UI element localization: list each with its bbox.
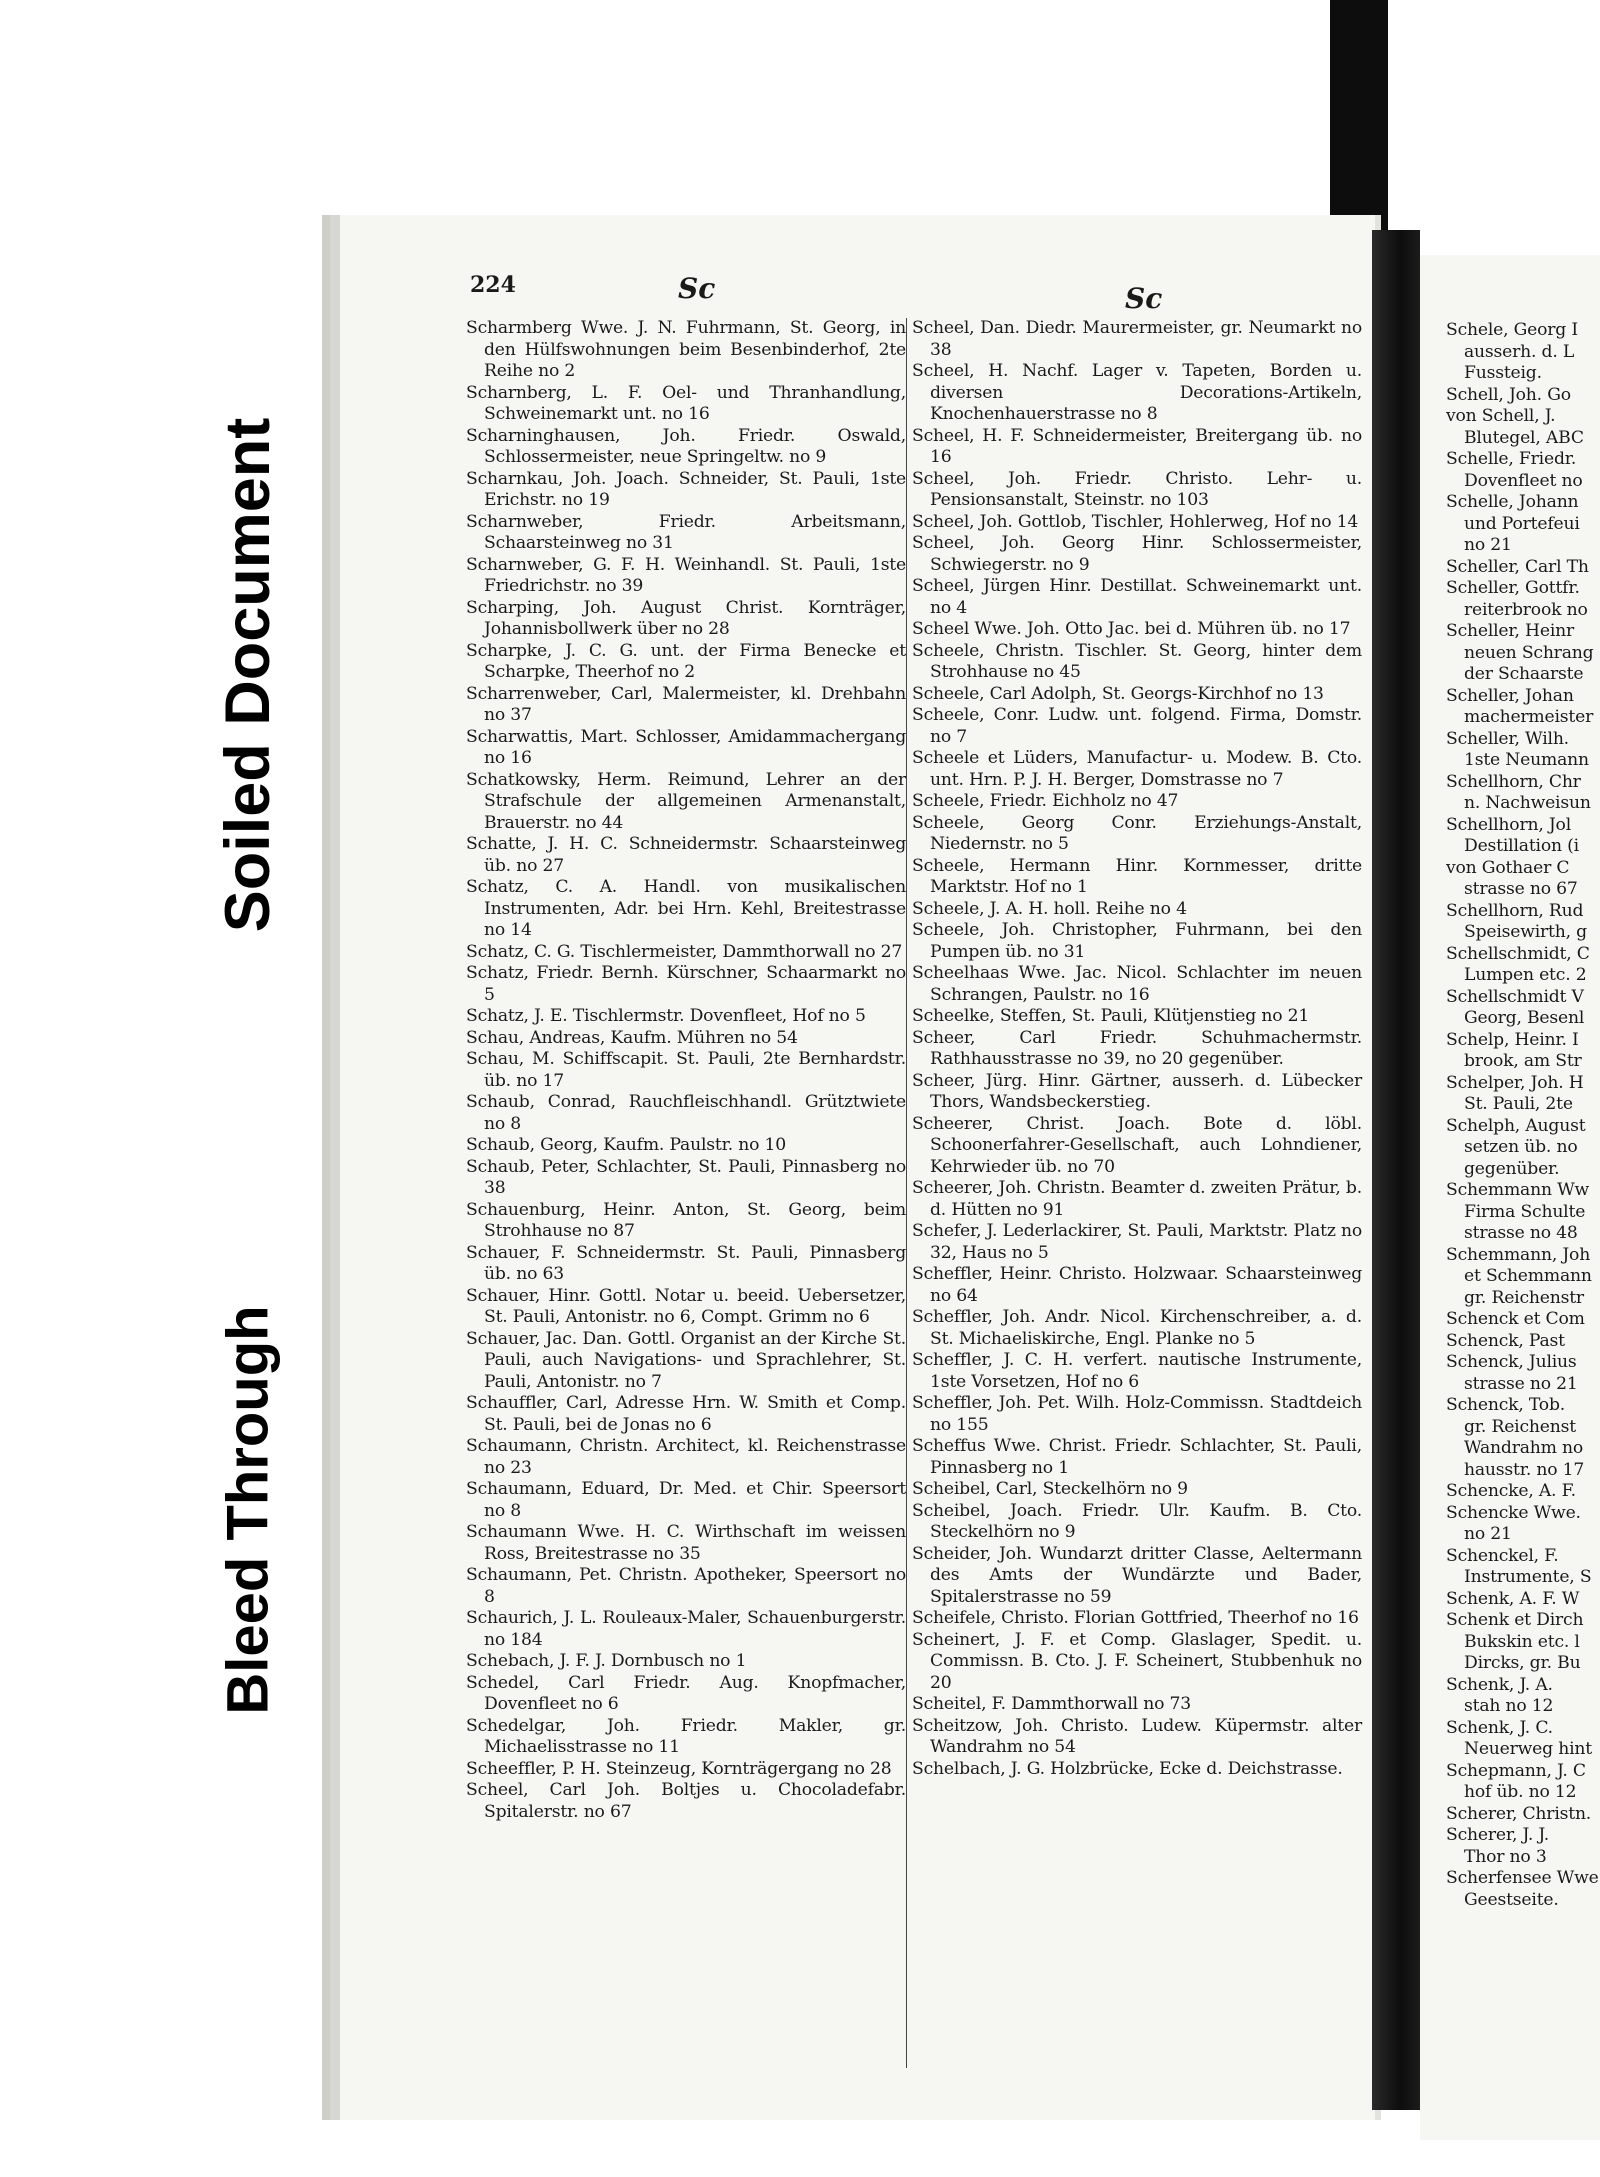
directory-entry: Scheele, J. A. H. holl. Reihe no 4 (912, 898, 1187, 919)
directory-entry: Schaub, Georg, Kaufm. Paulstr. no 10 (466, 1135, 786, 1155)
directory-entry: gr. Reichenst (1464, 1416, 1576, 1437)
directory-entry: gegenüber. (1464, 1158, 1560, 1179)
directory-entry: Scheel, Joh. Gottlob, Tischler, Hohlerweg, Hof no 14 (912, 511, 1359, 532)
directory-entry: Schencke Wwe. (1446, 1502, 1581, 1523)
directory-entry: Scherfensee Wwe (1446, 1868, 1599, 1888)
directory-column-left (466, 318, 906, 1823)
directory-entry: Scheller, Heinr (1446, 621, 1575, 641)
directory-entry: Speisewirth, g (1464, 922, 1587, 942)
directory-entry: Schenck, Tob. (1446, 1395, 1566, 1415)
directory-entry: Schaumann Wwe. H. C. Wirthschaft im weissen Ross, Breitestrasse no 35 (466, 1522, 906, 1564)
directory-entry: Wandrahm no (1464, 1438, 1584, 1458)
directory-entry: von Schell, J. (1446, 406, 1556, 426)
directory-entry: Scheitel, F. Dammthorwall no 73 (912, 1694, 1191, 1714)
directory-entry: Scheele, Friedr. Eichholz no 47 (912, 791, 1179, 811)
directory-entry: Scheffler, Joh. Pet. Wilh. Holz-Commissn. Stadtdeich no 155 (912, 1393, 1362, 1435)
directory-entry: et Schemmann (1464, 1266, 1592, 1286)
directory-entry: Scheele, Hermann Hinr. Kornmesser, dritte Marktstr. Hof no 1 (912, 855, 1362, 897)
directory-entry: Scheinert, J. F. et Comp. Glaslager, Spedit. u. Commissn. B. Cto. J. F. Scheinert, Stubbenhuk no 20 (912, 1629, 1362, 1693)
page-header-left: Sc (678, 272, 716, 305)
directory-entry: Scharnweber, G. F. H. Weinhandl. St. Pauli, 1ste Friedrichstr. no 39 (466, 554, 906, 596)
book-gutter (1372, 230, 1420, 2110)
directory-entry: Schatz, Friedr. Bernh. Kürschner, Schaarmarkt no 5 (466, 963, 906, 1005)
directory-entry: machermeister (1464, 707, 1594, 727)
directory-entry: strasse no 48 (1464, 1223, 1578, 1243)
directory-entry: Scheer, Jürg. Hinr. Gärtner, ausserh. d. Lübecker Thors, Wandsbeckerstieg. (912, 1070, 1362, 1112)
directory-entry: Scharping, Joh. August Christ. Kornträger, Johannisbollwerk über no 28 (466, 597, 906, 639)
directory-entry: Schell, Joh. Go (1446, 384, 1571, 405)
binding-strip (1330, 0, 1388, 230)
directory-entry: Scheel, H. Nachf. Lager v. Tapeten, Borden u. diversen Decorations-Artikeln, Knochenhauerstrasse no 8 (912, 361, 1362, 424)
directory-entry: Schaumann, Eduard, Dr. Med. et Chir. Speersort no 8 (466, 1479, 906, 1521)
directory-entry: Scharwattis, Mart. Schlosser, Amidammachergang no 16 (466, 726, 906, 768)
directory-entry: Schenck, Julius (1446, 1352, 1577, 1372)
directory-entry: Schelle, Friedr. (1446, 449, 1577, 469)
directory-entry: Schenck, Past (1446, 1330, 1565, 1351)
page-number: 224 (470, 272, 516, 298)
directory-entry: hof üb. no 12 (1464, 1782, 1577, 1802)
directory-entry: Schedel, Carl Friedr. Aug. Knopfmacher, Dovenfleet no 6 (466, 1672, 906, 1714)
directory-entry: Scheffus Wwe. Christ. Friedr. Schlachter, St. Pauli, Pinnasberg no 1 (912, 1436, 1362, 1478)
directory-entry: Scheele, Carl Adolph, St. Georgs-Kirchhof no 13 (912, 683, 1324, 704)
directory-entry: Schatz, C. A. Handl. von musikalischen Instrumenten, Adr. bei Hrn. Kehl, Breitestrasse no 14 (466, 877, 906, 940)
directory-entry: Dovenfleet no (1464, 470, 1583, 491)
directory-entry: Scharmberg Wwe. J. N. Fuhrmann, St. Georg, in den Hülfswohnungen beim Besenbinderhof, 2te Reihe no 2 (466, 318, 906, 381)
directory-entry: und Portefeui (1464, 513, 1580, 534)
directory-entry: Scharnweber, Friedr. Arbeitsmann, Schaarsteinweg no 31 (466, 511, 906, 553)
directory-entry: Schenckel, F. (1446, 1545, 1559, 1566)
directory-entry: Schedelgar, Joh. Friedr. Makler, gr. Michaelisstrasse no 11 (466, 1715, 906, 1757)
directory-entry: Scheffler, J. C. H. verfert. nautische Instrumente, 1ste Vorsetzen, Hof no 6 (912, 1350, 1362, 1392)
directory-entry: Schepmann, J. C (1446, 1760, 1586, 1781)
directory-entry: Scharnberg, L. F. Oel- und Thranhandlung, Schweinemarkt unt. no 16 (466, 382, 906, 424)
directory-entry: hausstr. no 17 (1464, 1459, 1585, 1480)
directory-entry: Neuerweg hint (1464, 1739, 1592, 1759)
directory-entry: Scheller, Johan (1446, 685, 1574, 706)
directory-entry: Scheel, Joh. Georg Hinr. Schlossermeister, Schwiegerstr. no 9 (912, 533, 1362, 575)
directory-entry: Scheer, Carl Friedr. Schuhmachermstr. Rathhausstrasse no 39, no 20 gegenüber. (912, 1027, 1362, 1069)
bleed-through-label-box (205, 1230, 290, 1790)
directory-entry: Scheele, Joh. Christopher, Fuhrmann, bei den Pumpen üb. no 31 (912, 920, 1362, 962)
page-header-right: Sc (1125, 282, 1163, 315)
directory-entry: Schefer, J. Lederlackirer, St. Pauli, Marktstr. Platz no 32, Haus no 5 (912, 1221, 1362, 1263)
directory-entry: Scheele, Christn. Tischler. St. Georg, hinter dem Strohhause no 45 (912, 640, 1362, 682)
directory-entry: strasse no 21 (1464, 1373, 1578, 1394)
directory-entry: no 21 (1464, 1524, 1512, 1544)
directory-entry: Schaub, Peter, Schlachter, St. Pauli, Pinnasberg no 38 (466, 1156, 906, 1198)
directory-entry: Scharnkau, Joh. Joach. Schneider, St. Pauli, 1ste Erichstr. no 19 (466, 468, 906, 510)
directory-entry: Scheibel, Carl, Steckelhörn no 9 (912, 1479, 1188, 1499)
directory-entry: Schauenburg, Heinr. Anton, St. Georg, beim Strohhause no 87 (466, 1199, 906, 1241)
directory-entry: Blutegel, ABC (1464, 427, 1584, 448)
directory-entry: 1ste Neumann (1464, 750, 1589, 770)
directory-entry: Schencke, A. F. (1446, 1481, 1576, 1501)
directory-entry: ausserh. d. L (1464, 341, 1575, 362)
directory-entry: Schauffler, Carl, Adresse Hrn. W. Smith et Comp. St. Pauli, bei de Jonas no 6 (466, 1393, 906, 1435)
directory-entry: Geestseite. (1464, 1889, 1559, 1910)
directory-entry: Bukskin etc. l (1464, 1631, 1580, 1652)
directory-entry: Schatz, J. E. Tischlermstr. Dovenfleet, Hof no 5 (466, 1006, 866, 1026)
directory-entry: Schebach, J. F. J. Dornbusch no 1 (466, 1651, 747, 1671)
directory-entry: Firma Schulte (1464, 1201, 1586, 1222)
directory-entry: Scheele et Lüders, Manufactur- u. Modew. B. Cto. unt. Hrn. P. J. H. Berger, Domstrasse no 7 (912, 748, 1362, 790)
directory-entry: setzen üb. no (1464, 1137, 1578, 1157)
directory-entry: Schaub, Conrad, Rauchfleischhandl. Grütztwiete no 8 (466, 1092, 906, 1134)
directory-entry: n. Nachweisun (1464, 793, 1591, 813)
directory-entry: Schatz, C. G. Tischlermeister, Dammthorwall no 27 (466, 941, 903, 962)
directory-entry: Scheele, Conr. Ludw. unt. folgend. Firma, Domstr. no 7 (912, 705, 1362, 747)
directory-entry: Schenk, J. A. (1446, 1674, 1553, 1695)
directory-entry: stah no 12 (1464, 1696, 1554, 1716)
directory-entry: no 21 (1464, 535, 1512, 555)
directory-entry: Scheeffler, P. H. Steinzeug, Kornträgergang no 28 (466, 1758, 892, 1779)
directory-entry: Scheibel, Joach. Friedr. Ulr. Kaufm. B. Cto. Steckelhörn no 9 (912, 1500, 1362, 1542)
directory-entry: Schau, M. Schiffscapit. St. Pauli, 2te Bernhardstr. üb. no 17 (466, 1049, 906, 1091)
directory-entry: Scheifele, Christo. Florian Gottfried, Theerhof no 16 (912, 1608, 1359, 1628)
directory-entry: Destillation (i (1464, 836, 1579, 856)
directory-entry: Schatte, J. H. C. Schneidermstr. Schaarsteinweg üb. no 27 (466, 834, 906, 876)
directory-entry: Schenk, A. F. W (1446, 1588, 1580, 1609)
directory-entry: Scheller, Carl Th (1446, 556, 1589, 577)
directory-entry: Schauer, Jac. Dan. Gottl. Organist an der Kirche St. Pauli, auch Navigations- und Sprachlehrer, St. Pauli, Antonistr. no 7 (466, 1328, 906, 1392)
directory-entry: Scheelhaas Wwe. Jac. Nicol. Schlachter im neuen Schrangen, Paulstr. no 16 (912, 963, 1362, 1005)
directory-entry: Scheel, Joh. Friedr. Christo. Lehr- u. Pensionsanstalt, Steinstr. no 103 (912, 468, 1362, 510)
directory-entry: Scheller, Gottfr. (1446, 578, 1580, 598)
next-page-column (1446, 320, 1600, 1911)
directory-entry: Schellschmidt V (1446, 986, 1584, 1007)
directory-entry: Schellhorn, Jol (1446, 814, 1571, 835)
directory-entry: Schellhorn, Chr (1446, 771, 1581, 792)
directory-entry: Schemmann, Joh (1446, 1244, 1591, 1265)
directory-entry: Scheel, Carl Joh. Boltjes u. Chocoladefabr. Spitalerstr. no 67 (466, 1780, 906, 1822)
soiled-document-label-box (205, 395, 290, 955)
directory-entry: Scheel Wwe. Joh. Otto Jac. bei d. Mühren üb. no 17 (912, 619, 1351, 639)
directory-entry: Schaumann, Pet. Christn. Apotheker, Speersort no 8 (466, 1565, 906, 1607)
directory-entry: Schauer, Hinr. Gottl. Notar u. beeid. Uebersetzer, St. Pauli, Antonistr. no 6, Compt. Grimm no 6 (466, 1285, 906, 1327)
directory-entry: Schauer, F. Schneidermstr. St. Pauli, Pinnasberg üb. no 63 (466, 1242, 906, 1284)
directory-entry: Dircks, gr. Bu (1464, 1653, 1581, 1673)
directory-entry: Scharpke, J. C. G. unt. der Firma Benecke et Scharpke, Theerhof no 2 (466, 640, 906, 682)
directory-entry: Schaurich, J. L. Rouleaux-Maler, Schauenburgerstr. no 184 (466, 1608, 906, 1650)
bleed-through-label: Bleed Through (215, 1305, 280, 1715)
directory-entry: Scheffler, Joh. Andr. Nicol. Kirchenschreiber, a. d. St. Michaeliskirche, Engl. Planke no 5 (912, 1307, 1362, 1349)
directory-entry: Schelbach, J. G. Holzbrücke, Ecke d. Deichstrasse. (912, 1758, 1343, 1779)
directory-entry: von Gothaer C (1446, 857, 1570, 878)
directory-entry: der Schaarste (1464, 664, 1584, 684)
directory-entry: Schelle, Johann (1446, 492, 1579, 512)
directory-entry: Schenck et Com (1446, 1309, 1585, 1329)
directory-entry: Schau, Andreas, Kaufm. Mühren no 54 (466, 1027, 798, 1048)
directory-entry: brook, am Str (1464, 1051, 1582, 1071)
directory-entry: Thor no 3 (1464, 1846, 1547, 1867)
directory-entry: Scheelke, Steffen, St. Pauli, Klütjenstieg no 21 (912, 1006, 1310, 1026)
directory-entry: Scheffler, Heinr. Christo. Holzwaar. Schaarsteinweg no 64 (912, 1264, 1362, 1306)
directory-entry: gr. Reichenstr (1464, 1287, 1584, 1308)
directory-entry: Schenk et Dirch (1446, 1610, 1584, 1630)
directory-entry: Schellschmidt, C (1446, 943, 1590, 964)
directory-entry: Instrumente, S (1464, 1567, 1592, 1587)
directory-entry: St. Pauli, 2te (1464, 1094, 1573, 1114)
directory-entry: neuen Schrang (1464, 642, 1594, 663)
directory-entry: Scharrenweber, Carl, Malermeister, kl. Drehbahn no 37 (466, 683, 906, 725)
directory-column-right (912, 318, 1362, 1780)
directory-entry: Scheele, Georg Conr. Erziehungs-Anstalt, Niedernstr. no 5 (912, 812, 1362, 854)
directory-entry: Scharninghausen, Joh. Friedr. Oswald, Schlossermeister, neue Springeltw. no 9 (466, 425, 906, 467)
directory-entry: Scheel, Jürgen Hinr. Destillat. Schweinemarkt unt. no 4 (912, 576, 1362, 618)
directory-entry: Schelp, Heinr. I (1446, 1029, 1579, 1050)
directory-entry: Schaumann, Christn. Architect, kl. Reichenstrasse no 23 (466, 1436, 906, 1478)
directory-entry: Schele, Georg I (1446, 320, 1578, 340)
directory-entry: Scheitzow, Joh. Christo. Ludew. Küpermstr. alter Wandrahm no 54 (912, 1715, 1362, 1757)
directory-entry: Georg, Besenl (1464, 1008, 1585, 1028)
directory-entry: Schelph, August (1446, 1115, 1586, 1136)
directory-entry: Schemmann Ww (1446, 1180, 1590, 1200)
directory-entry: Scheider, Joh. Wundarzt dritter Classe, Aeltermann des Amts der Wundärzte und Bader, Spitalerstrasse no 59 (912, 1543, 1362, 1607)
directory-entry: Lumpen etc. 2 (1464, 965, 1587, 985)
directory-entry: Scheerer, Joh. Christn. Beamter d. zweiten Prätur, b. d. Hütten no 91 (912, 1178, 1362, 1220)
directory-entry: Fussteig. (1464, 363, 1542, 383)
directory-entry: Scheel, H. F. Schneidermeister, Breitergang üb. no 16 (912, 425, 1362, 467)
directory-entry: Schenk, J. C. (1446, 1717, 1553, 1738)
directory-entry: Scheerer, Christ. Joach. Bote d. löbl. Schoonerfahrer-Gesellschaft, auch Lohndiener, Kehrwieder üb. no 70 (912, 1113, 1362, 1177)
directory-entry: reiterbrook no (1464, 599, 1588, 620)
directory-entry: Schellhorn, Rud (1446, 900, 1584, 921)
directory-entry: Schatkowsky, Herm. Reimund, Lehrer an der Strafschule der allgemeinen Armenanstalt, Brauerstr. no 44 (466, 769, 906, 833)
directory-entry: Scherer, Christn. (1446, 1803, 1592, 1824)
soiled-document-label: Soiled Document (212, 417, 283, 933)
directory-entry: Schelper, Joh. H (1446, 1072, 1584, 1093)
directory-entry: Scherer, J. J. (1446, 1825, 1549, 1845)
directory-entry: Scheel, Dan. Diedr. Maurermeister, gr. Neumarkt no 38 (912, 318, 1362, 360)
directory-entry: strasse no 67 (1464, 879, 1578, 899)
directory-entry: Scheller, Wilh. (1446, 728, 1569, 749)
